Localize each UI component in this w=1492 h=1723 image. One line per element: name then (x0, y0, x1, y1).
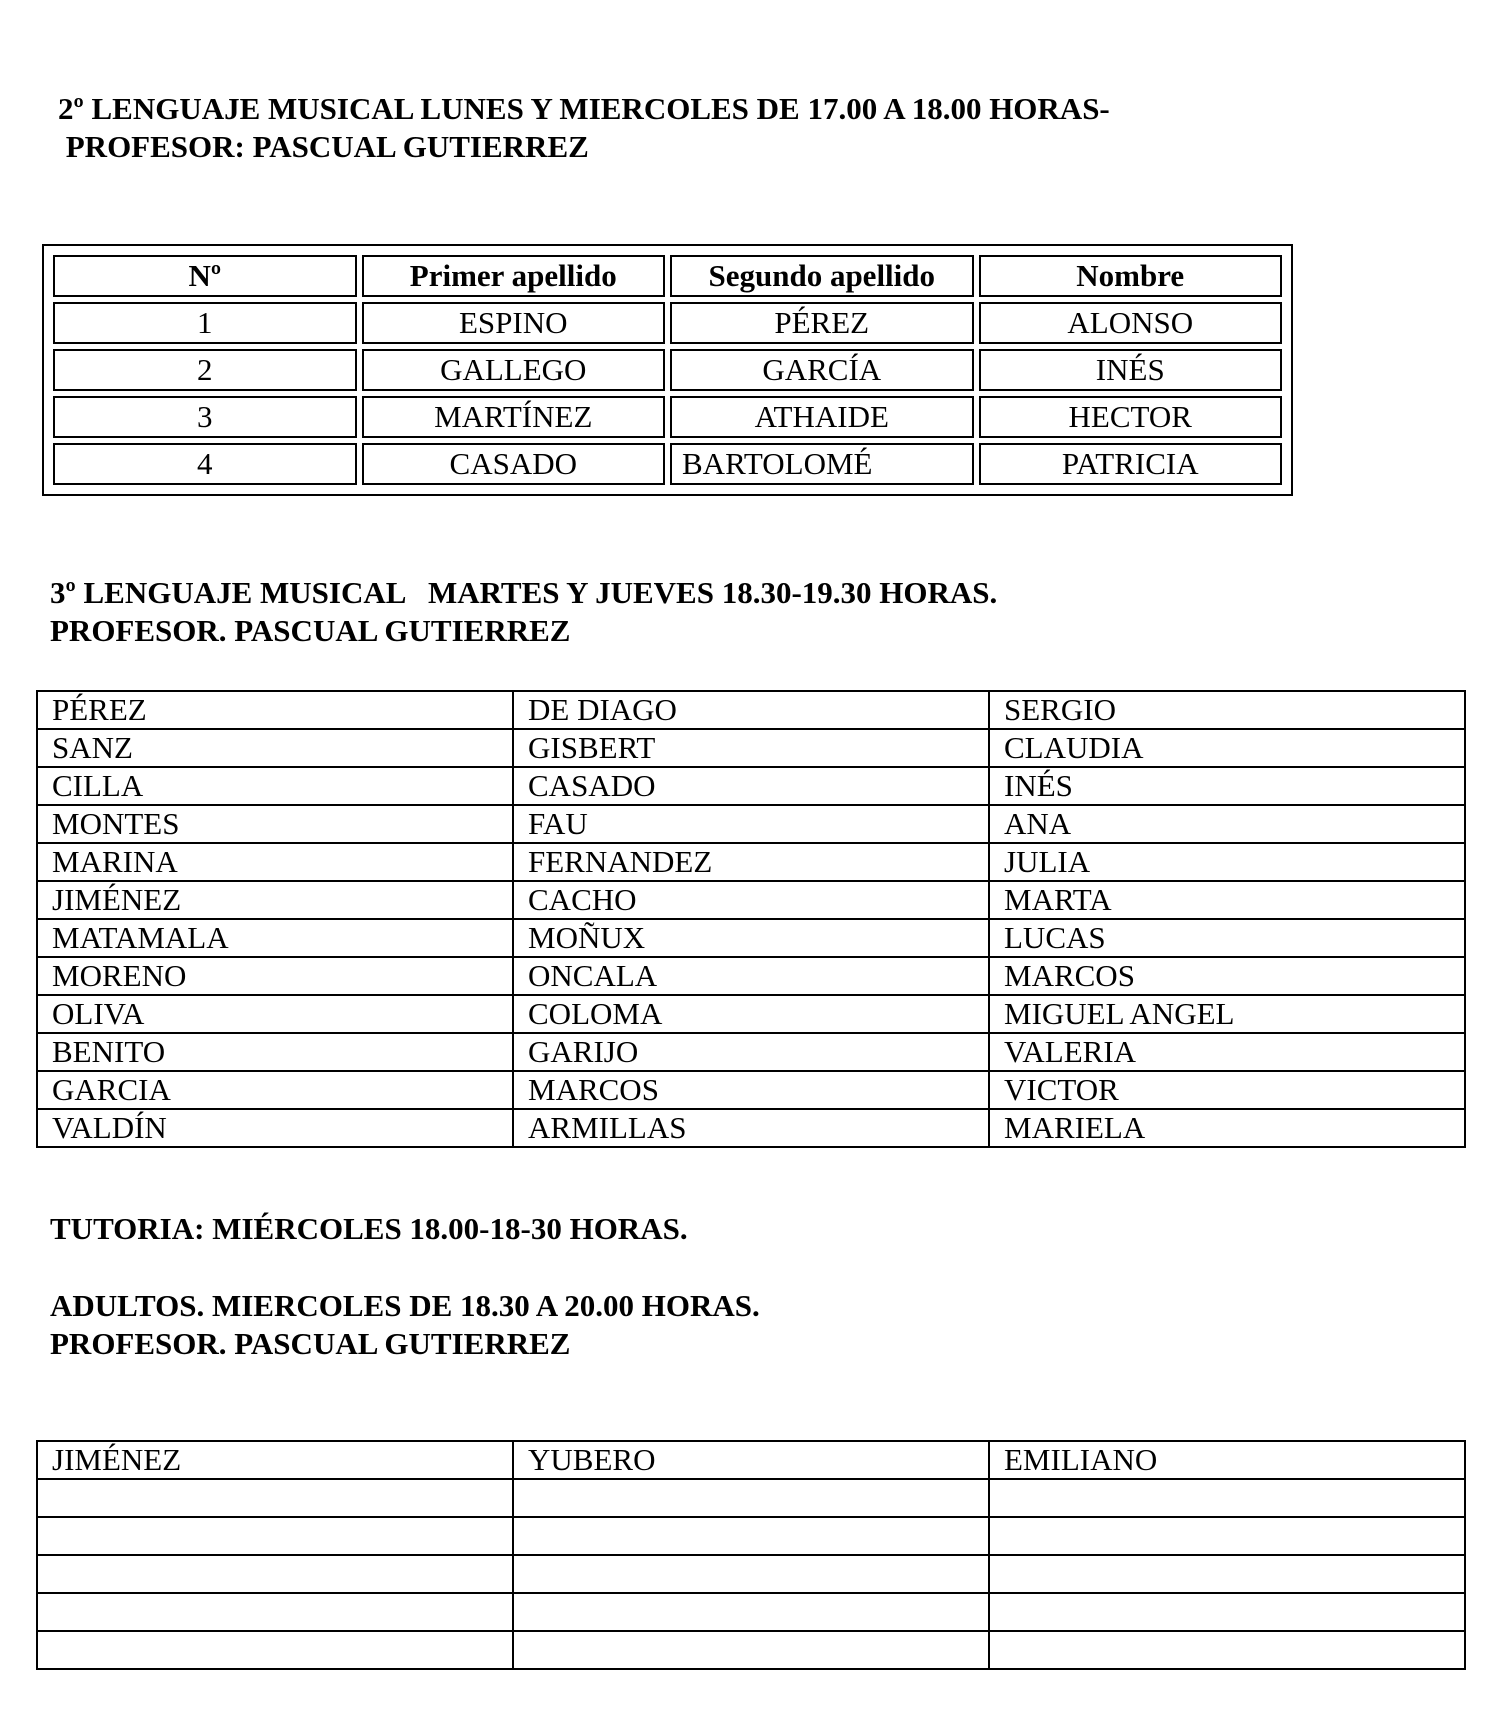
table-row (37, 1479, 1465, 1517)
table-row (37, 1071, 1465, 1109)
table-cell: CASADO (513, 767, 989, 805)
table-cell (989, 1517, 1465, 1555)
table-row (37, 1517, 1465, 1555)
table-header-row (53, 255, 1282, 297)
table-row (37, 1555, 1465, 1593)
table-cell (513, 1517, 989, 1555)
table-cell: BARTOLOMÉ (670, 443, 974, 485)
table-row (37, 729, 1465, 767)
section1-table (42, 244, 1293, 496)
table-cell: ESPINO (362, 302, 666, 344)
section2-title: 3º LENGUAJE MUSICAL MARTES Y JUEVES 18.30-19.30 HORAS. (50, 575, 998, 610)
table-cell: 1 (53, 302, 357, 344)
table-cell: GARIJO (513, 1033, 989, 1071)
table-row (37, 805, 1465, 843)
table-cell: SERGIO (989, 691, 1465, 729)
table-cell: VALERIA (989, 1033, 1465, 1071)
section1-title: 2º LENGUAJE MUSICAL LUNES Y MIERCOLES DE 17.00 A 18.00 HORAS- (58, 91, 1110, 126)
table-cell: GARCÍA (670, 349, 974, 391)
table-cell: MARINA (37, 843, 513, 881)
table-cell (513, 1479, 989, 1517)
table-cell (989, 1593, 1465, 1631)
table-cell: EMILIANO (989, 1441, 1465, 1479)
table-cell (37, 1479, 513, 1517)
table-cell (513, 1593, 989, 1631)
table-cell: YUBERO (513, 1441, 989, 1479)
section2-table (36, 690, 1466, 1148)
table-cell: GALLEGO (362, 349, 666, 391)
table-cell (513, 1631, 989, 1669)
table-cell: DE DIAGO (513, 691, 989, 729)
table-cell: MARCOS (989, 957, 1465, 995)
table-cell (989, 1479, 1465, 1517)
tutoria-note (50, 1210, 688, 1248)
table-cell: ATHAIDE (670, 396, 974, 438)
table-row (37, 1033, 1465, 1071)
section2-heading (50, 574, 997, 650)
table-cell: 2 (53, 349, 357, 391)
table-cell: GISBERT (513, 729, 989, 767)
table-cell: VALDÍN (37, 1109, 513, 1147)
table-cell: 4 (53, 443, 357, 485)
table-row (53, 443, 1282, 485)
table-row (37, 1593, 1465, 1631)
table-row (37, 1631, 1465, 1669)
table-cell: JULIA (989, 843, 1465, 881)
header-cell: Nombre (979, 255, 1283, 297)
table-row (53, 396, 1282, 438)
table-cell (37, 1555, 513, 1593)
table-cell: SANZ (37, 729, 513, 767)
section1-teacher: PROFESOR: PASCUAL GUTIERREZ (58, 129, 589, 164)
table-row (37, 919, 1465, 957)
table-cell: MORENO (37, 957, 513, 995)
table-row (37, 843, 1465, 881)
table-row (37, 957, 1465, 995)
table-cell: JIMÉNEZ (37, 1441, 513, 1479)
table-cell: ARMILLAS (513, 1109, 989, 1147)
table-cell: HECTOR (979, 396, 1283, 438)
table-cell: ONCALA (513, 957, 989, 995)
tutoria-text: TUTORIA: MIÉRCOLES 18.00-18-30 HORAS. (50, 1211, 688, 1246)
table-cell: PATRICIA (979, 443, 1283, 485)
table-cell (989, 1631, 1465, 1669)
table-row (53, 302, 1282, 344)
section3-teacher: PROFESOR. PASCUAL GUTIERREZ (50, 1326, 571, 1361)
table-row (37, 995, 1465, 1033)
table-cell: FAU (513, 805, 989, 843)
table-row (37, 691, 1465, 729)
table-cell: CLAUDIA (989, 729, 1465, 767)
section3-heading (50, 1287, 760, 1363)
section3-title: ADULTOS. MIERCOLES DE 18.30 A 20.00 HORAS. (50, 1288, 760, 1323)
table-cell: COLOMA (513, 995, 989, 1033)
table-cell: CASADO (362, 443, 666, 485)
table-cell: ALONSO (979, 302, 1283, 344)
table-cell: PÉREZ (670, 302, 974, 344)
table-cell: MIGUEL ANGEL (989, 995, 1465, 1033)
table-cell: MARIELA (989, 1109, 1465, 1147)
header-cell: Segundo apellido (670, 255, 974, 297)
table-row (37, 881, 1465, 919)
table-cell: LUCAS (989, 919, 1465, 957)
table-cell (37, 1593, 513, 1631)
table-cell: CILLA (37, 767, 513, 805)
section2-teacher: PROFESOR. PASCUAL GUTIERREZ (50, 613, 571, 648)
table-cell: MARCOS (513, 1071, 989, 1109)
table-cell: JIMÉNEZ (37, 881, 513, 919)
table-cell: MONTES (37, 805, 513, 843)
table-cell: BENITO (37, 1033, 513, 1071)
table-row (37, 1109, 1465, 1147)
table-cell: 3 (53, 396, 357, 438)
table-cell (989, 1555, 1465, 1593)
table-cell (37, 1631, 513, 1669)
table-row (37, 1441, 1465, 1479)
section3-table (36, 1440, 1466, 1670)
table-cell: OLIVA (37, 995, 513, 1033)
table-cell: PÉREZ (37, 691, 513, 729)
header-cell: Primer apellido (362, 255, 666, 297)
table-cell: FERNANDEZ (513, 843, 989, 881)
header-cell: Nº (53, 255, 357, 297)
table-cell: MARTÍNEZ (362, 396, 666, 438)
table-cell: INÉS (979, 349, 1283, 391)
table-row (53, 349, 1282, 391)
table-cell: MARTA (989, 881, 1465, 919)
table-cell: ANA (989, 805, 1465, 843)
table-cell: MOÑUX (513, 919, 989, 957)
table-cell (513, 1555, 989, 1593)
table-cell: VICTOR (989, 1071, 1465, 1109)
table-cell (37, 1517, 513, 1555)
table-cell: MATAMALA (37, 919, 513, 957)
table-row (37, 767, 1465, 805)
table-cell: GARCIA (37, 1071, 513, 1109)
table-cell: CACHO (513, 881, 989, 919)
table-cell: INÉS (989, 767, 1465, 805)
section1-heading (58, 90, 1110, 166)
